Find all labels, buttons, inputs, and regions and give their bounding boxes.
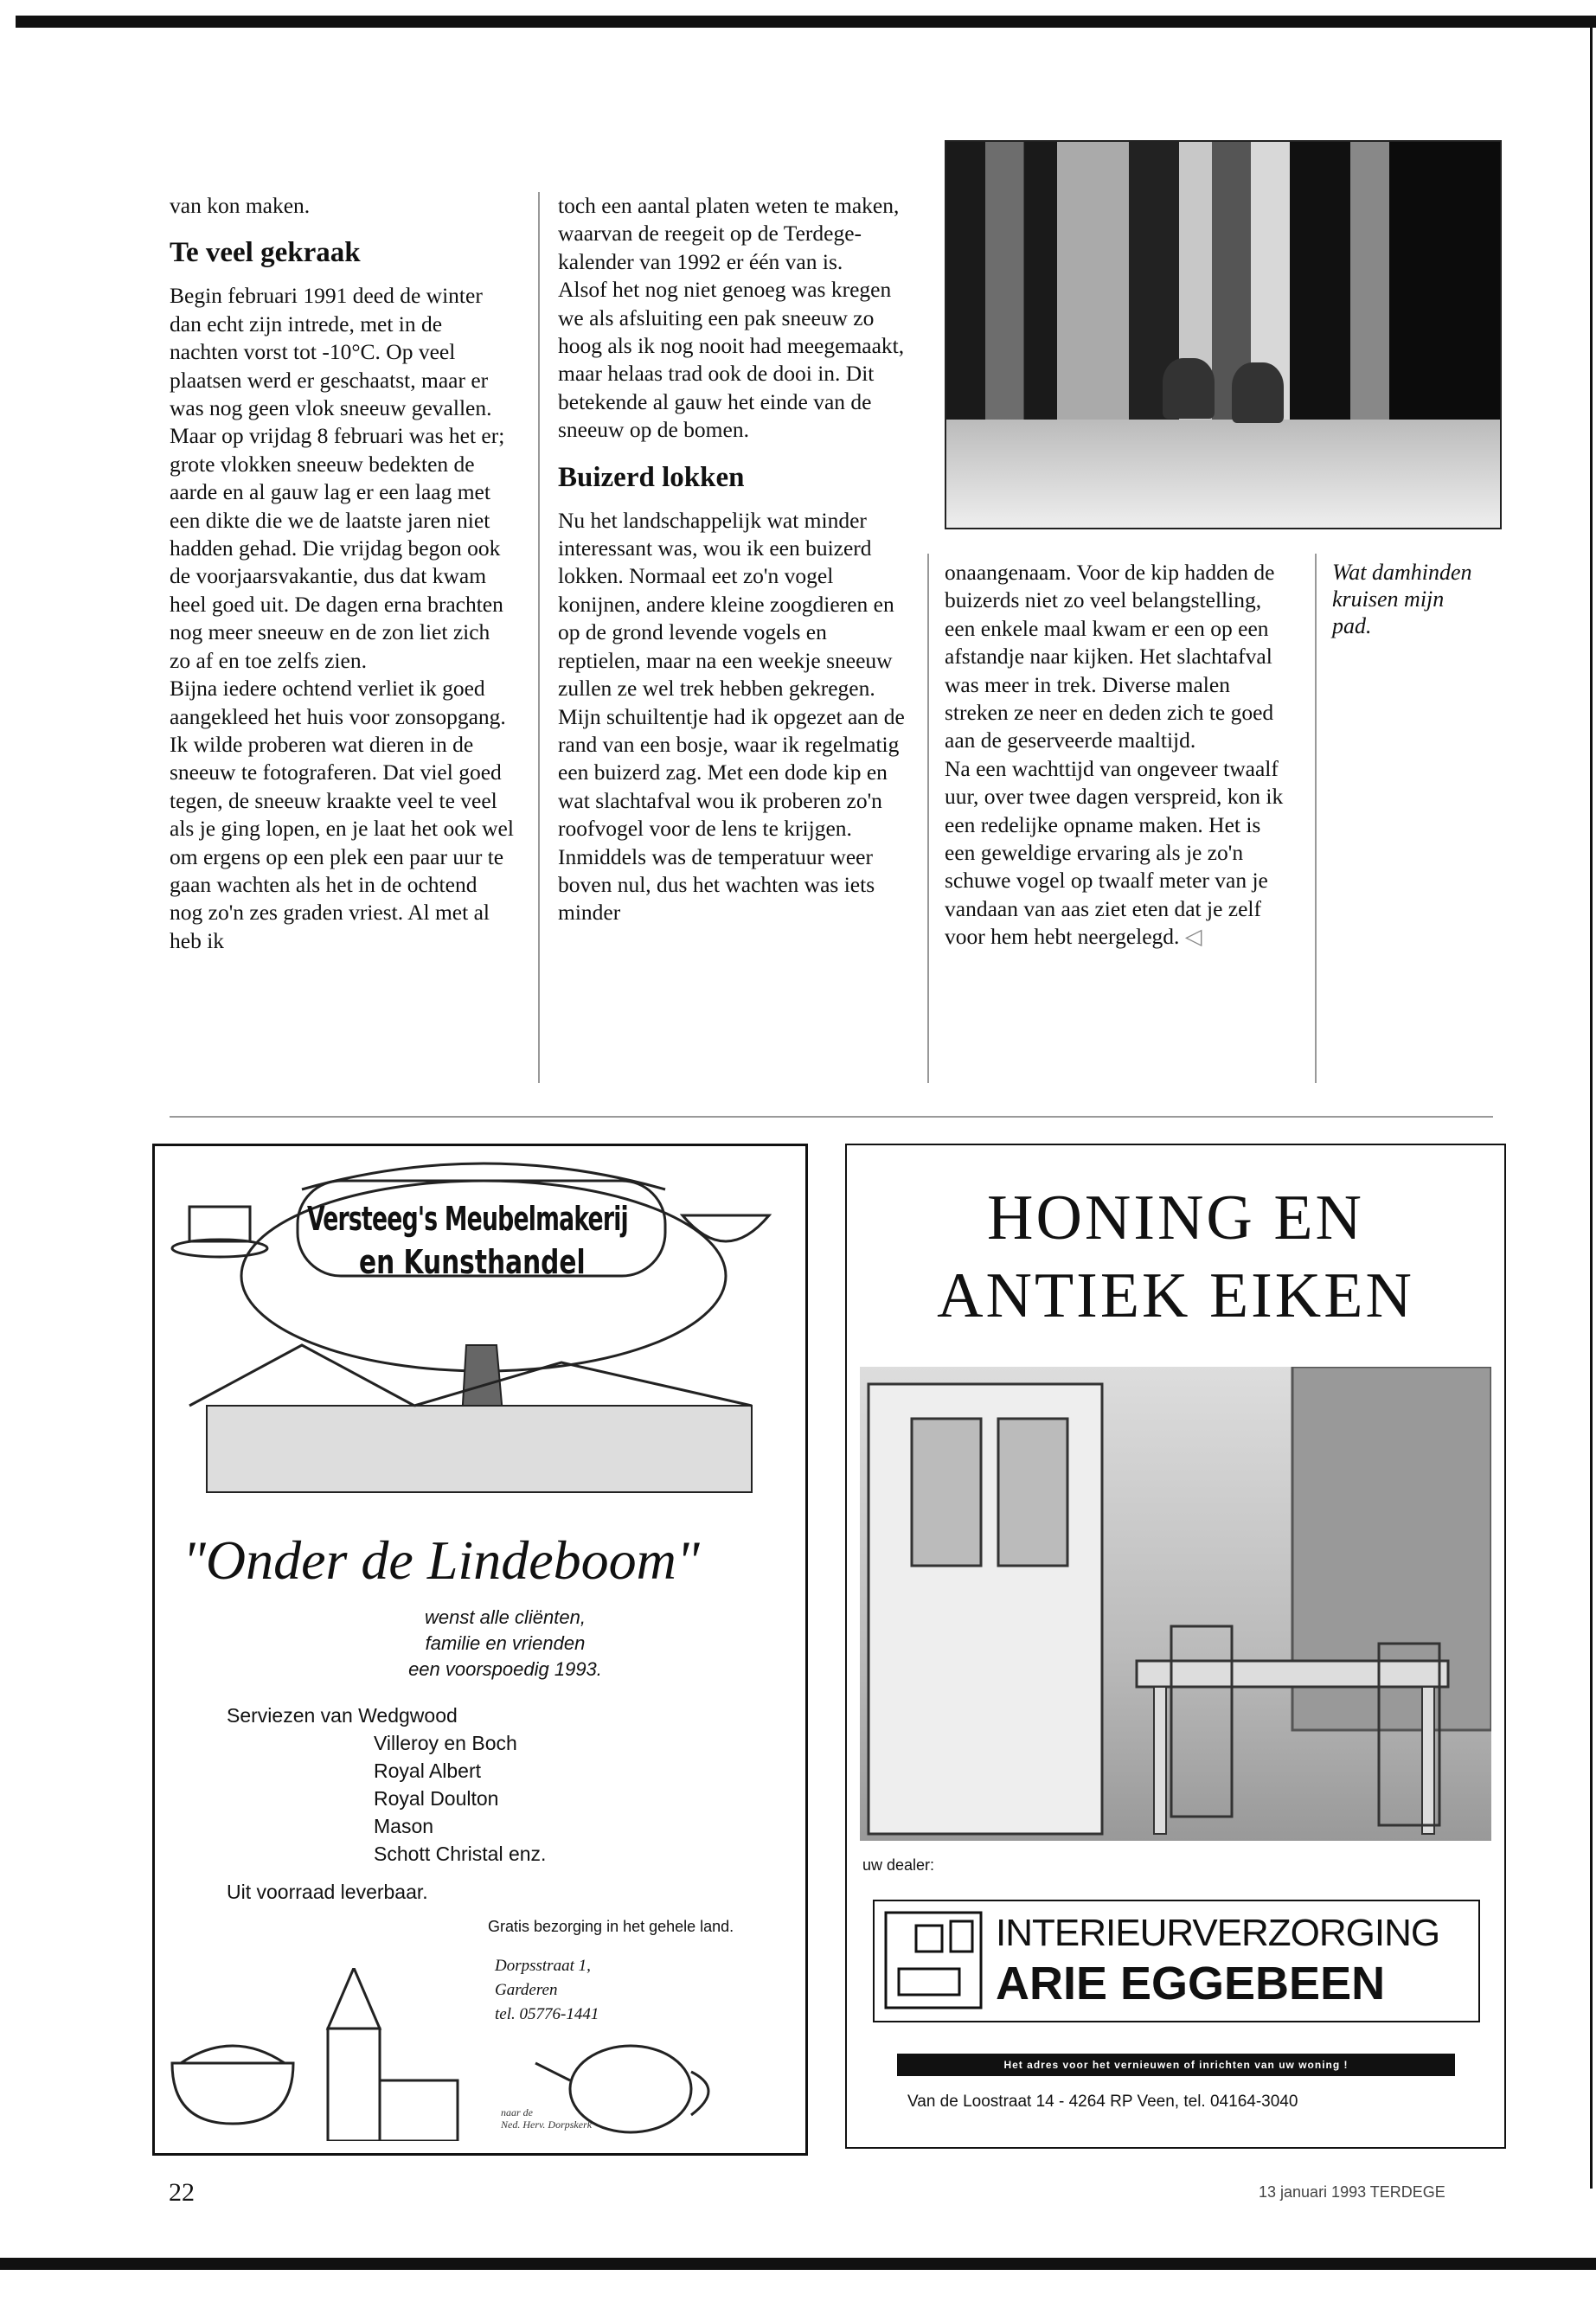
illustration-credit: naar de Ned. Herv. Dorpskerk [501,2106,593,2131]
end-mark-icon: ◁ [1184,924,1202,950]
shop-address: Dorpsstraat 1, Garderen tel. 05776-1441 [495,1957,599,2023]
dining-table [1137,1661,1448,1687]
deer-figure [1232,362,1284,423]
article-column-2 [558,192,906,927]
ad-headline-1: HONING EN [987,1183,1364,1253]
advertisement-versteeg [152,1144,808,2156]
paragraph: Begin februari 1991 deed de winter dan echt zijn intrede, met in de nachten vorst tot -10°C. Op veel plaatsen werd er geschaatst, maar er was nog geen vlok sneeuw gevallen. [170,283,492,421]
paragraph: Alsof het nog niet genoeg was kregen we als afsluiting een pak sneeuw zo hoog als ik nog nooit had meegemaakt, maar helaas trad ook de dooi in. Dit betekende al gauw het einde van de sneeuw op de bomen. [558,277,905,443]
heading-te-veel-gekraak: Te veel gekraak [170,237,361,269]
shop-subtitle: en Kunsthandel [359,1243,586,1281]
column-divider [538,192,540,1083]
interior-logo-icon [881,1908,985,2012]
brand-item: Royal Doulton [374,1787,499,1810]
bottom-illustrations [155,1968,805,2141]
shop-name-script: "Onder de Lindeboom" [183,1529,700,1591]
brand-item: Schott Christal enz. [374,1843,547,1865]
article-column-3 [945,559,1292,952]
paragraph: toch een aantal platen weten te maken, waarvan de reegeit op de Terdege-kalender van 1992 er één van is. [558,193,900,274]
advertisement-honing-en-antiek-eiken [845,1144,1506,2149]
top-rule [16,16,1596,28]
snow-ground [946,420,1500,528]
paragraph: Na een wachttijd van ongeveer twaalf uur, over twee dagen verspreid, kon ik een redelijke opname maken. Het is een geweldige ervaring als je zo'n schuwe vogel op twaalf meter van je vandaan van aas ziet eten dat je zelf voor hem hebt neergelegd. ◁ [945,755,1284,950]
stock-note: Uit voorraad leverbaar. [227,1881,428,1903]
photo-caption: Wat damhinden kruisen mijn pad. [1332,560,1472,638]
column-divider [1315,554,1317,1083]
new-year-wish: wenst alle cliënten, familie en vrienden een voorspoedig 1993. [408,1606,602,1680]
heading-buizerd-lokken: Buizerd lokken [558,461,745,493]
ad-headline-2: ANTIEK EIKEN [937,1260,1414,1331]
china-list-intro: Serviezen van Wedgwood [227,1704,458,1727]
paragraph: onaangenaam. Voor de kip hadden de buizerds niet zo veel belangstelling, een enkele maal kwam er een op een afstandje naar kijken. Het slachtafval was meer in trek. Diverse malen streken ze neer en deden zich te goed aan de geserveerde maaltijd. [945,560,1275,753]
brand-item: Mason [374,1815,434,1837]
dealer-logo-box [873,1900,1480,2022]
paragraph: Bijna iedere ochtend verliet ik goed aangekleed het huis voor zonsopgang. Ik wilde proberen wat dieren in de sneeuw te fotograferen. Dat viel goed tegen, de sneeuw kraakte veel te veel als je ging lopen, en je laat het ook wel om ergens op een plek een paar uur te gaan wachten als het in de ochtend nog zo'n zes graden vriest. Al met al heb ik [170,676,514,953]
dealer-slogan: Het adres voor het vernieuwen of inrichten van uw woning ! [897,2054,1455,2076]
chair [1171,1626,1232,1817]
dealer-brand-line-2: ARIE EGGEBEEN [996,1958,1386,2009]
article-column-1 [170,192,516,955]
paragraph: Nu het landschappelijk wat minder interessant was, wou ik een buizerd lokken. Normaal eet zo'n vogel konijnen, andere kleine zoogdieren en op de grond levende vogels en reptielen, maar na een weekje sneeuw zullen ze wel trek hebben gekregen. [558,507,894,702]
page-number: 22 [169,2178,195,2207]
paragraph: Maar op vrijdag 8 februari was het er; grote vlokken sneeuw bedekten de aarde en al gauw lag er een laag met een dikte die we de laatste jaren niet hadden gehad. Die vrijdag begon ook de voorjaarsvakantie, dus dat kwam heel goed uit. De dagen erna brachten nog meer sneeuw en de zon liet zich zo af en toe zelfs zien. [170,423,505,673]
table-leg [1422,1687,1434,1834]
brand-item: Royal Albert [374,1759,482,1782]
delivery-note: Gratis bezorging in het gehele land. [488,1918,734,1935]
furniture-scene [860,1367,1491,1841]
church-icon [328,1968,458,2141]
page-edge [1590,26,1593,2189]
dealer-contact: Van de Loostraat 14 - 4264 RP Veen, tel. 04164-3040 [907,2093,1298,2111]
deer-in-snowy-forest-photo [945,140,1502,529]
brand-item: Villeroy en Boch [374,1732,517,1754]
bottom-rule [0,2258,1596,2270]
brand-list [374,1729,546,1868]
shop-title: Versteeg's Meubelmakerij [307,1200,628,1238]
lead-line: van kon maken. [170,193,311,218]
column-divider [927,554,929,1083]
paragraph: Mijn schuiltentje had ik opgezet aan de rand van een bosje, waar ik regelmatig een buizerd zag. Met een dode kip en wat slachtafval wou ik proberen zo'n roofvogel voor de lens te krijgen. Inmiddels was de temperatuur weer boven nul, dus het wachten was iets minder [558,703,905,926]
issue-footer: 13 januari 1993 TERDEGE [1259,2183,1445,2201]
section-divider [170,1116,1493,1118]
furniture-photo [860,1367,1491,1841]
farmhouse [207,1406,752,1492]
tureen-icon [172,2046,293,2124]
cabinet-glass-door [912,1419,981,1566]
table-leg [1154,1687,1166,1834]
cabinet-glass-door [998,1419,1067,1566]
dealer-brand-line-1: INTERIEURVERZORGING [996,1912,1440,1954]
deer-figure [1163,358,1215,419]
dealer-label: uw dealer: [862,1856,935,1874]
